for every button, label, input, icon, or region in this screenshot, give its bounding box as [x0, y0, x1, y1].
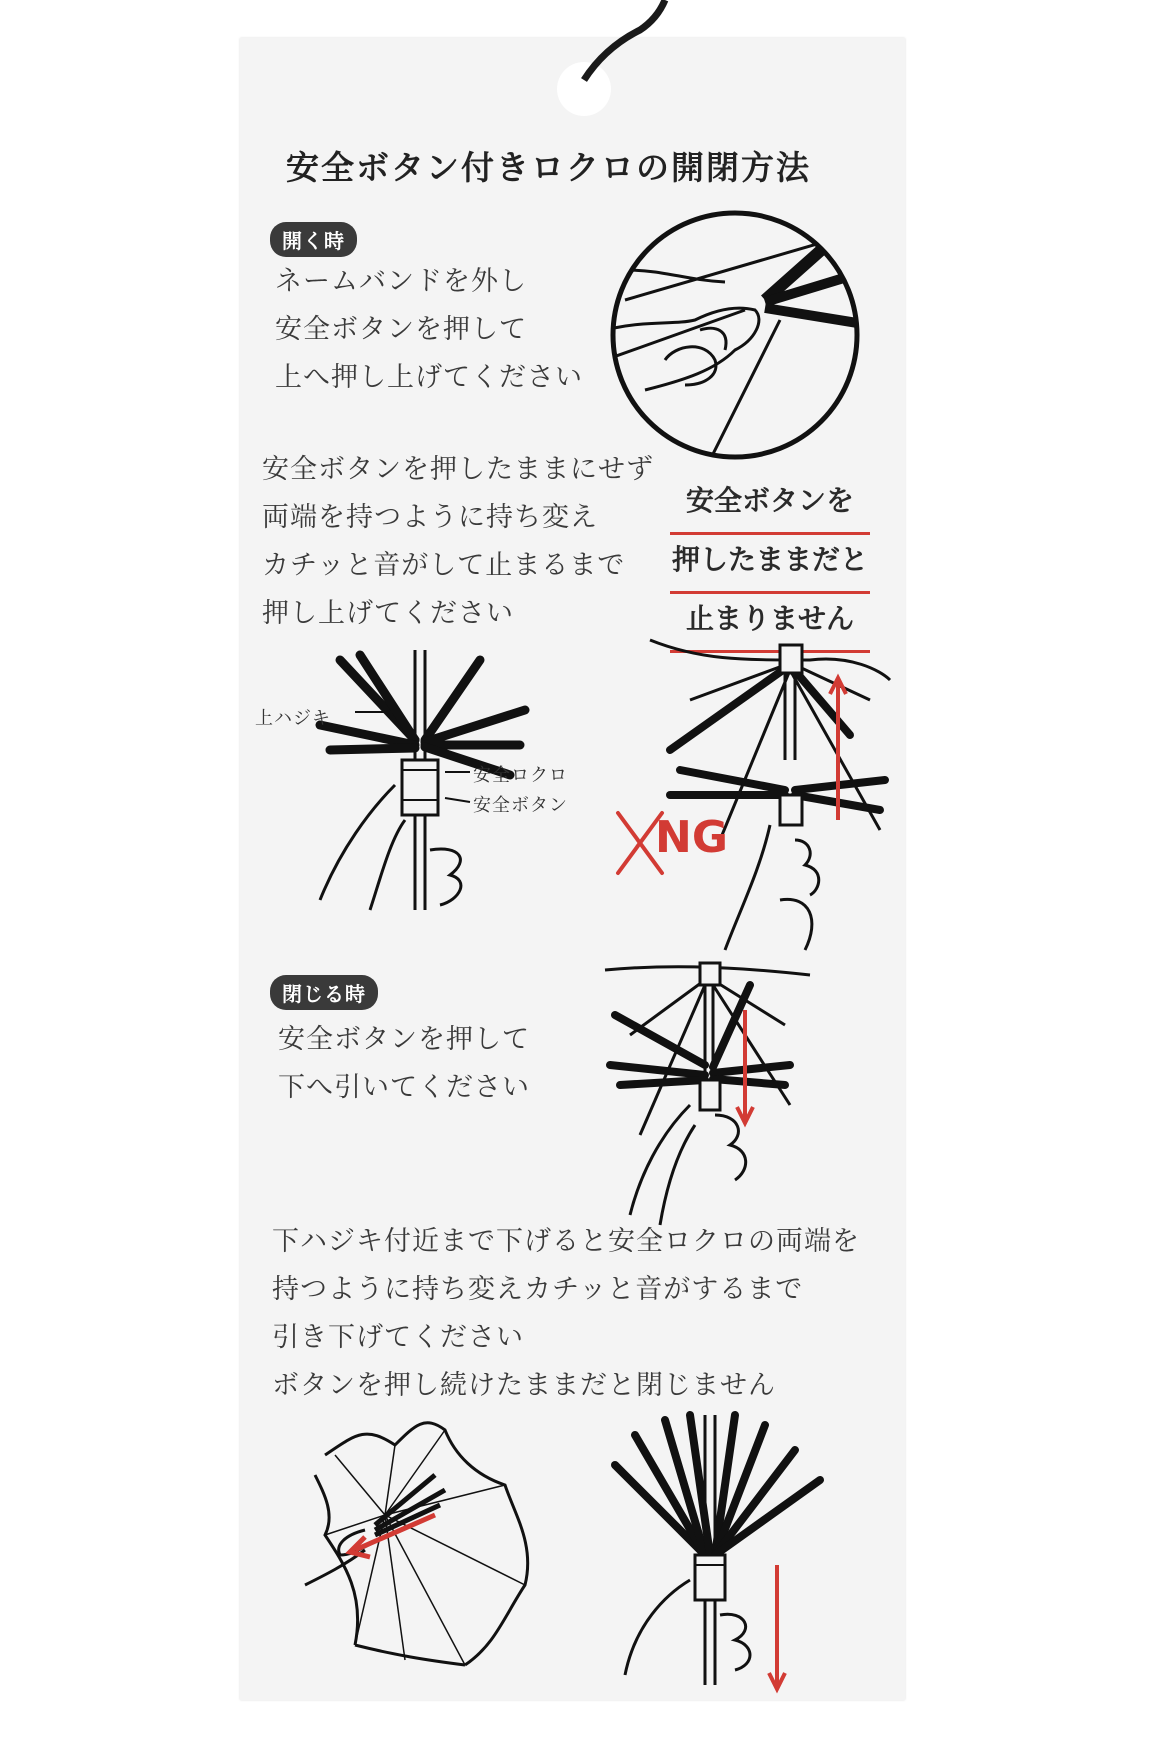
open-line: 上へ押し上げてください: [275, 362, 583, 393]
push-line: 押し上げてください: [262, 598, 514, 629]
close-detail-line: 引き下げてください: [272, 1322, 524, 1353]
closed-umbrella-illustration: [605, 1415, 835, 1695]
close-detail-line: 持つように持ち変えカチッと音がするまで: [272, 1274, 804, 1305]
open-badge: 開く時: [270, 222, 357, 257]
ng-label: NG: [655, 812, 728, 863]
open-instructions: [275, 258, 583, 402]
label-upper-spring: 上ハジキ: [255, 708, 331, 729]
close-instructions: [278, 1016, 530, 1112]
warning-line: 止まりません: [670, 596, 870, 653]
close-detail-line: ボタンを押し続けたままだと閉じません: [272, 1370, 776, 1401]
push-line: 両端を持つように持ち変え: [262, 502, 598, 533]
open-line: ネームバンドを外し: [275, 266, 527, 297]
warning-line: 安全ボタンを: [670, 478, 870, 535]
warning-line: 押したままだと: [670, 537, 870, 594]
close-line: 下へ引いてください: [278, 1072, 530, 1103]
close-line: 安全ボタンを押して: [278, 1024, 530, 1055]
warning-box: [670, 478, 870, 655]
label-safety-button: 安全ボタン: [473, 795, 568, 816]
close-detail-instructions: [272, 1218, 860, 1410]
push-line: カチッと音がして止まるまで: [262, 550, 626, 581]
open-hand-illustration: [605, 210, 875, 470]
push-instructions: [262, 446, 654, 638]
closing-umbrella-illustration: [305, 1415, 545, 1665]
open-line: 安全ボタンを押して: [275, 314, 527, 345]
close-illustration: [600, 955, 810, 1225]
ng-open-illustration: [610, 640, 900, 950]
push-line: 安全ボタンを押したままにせず: [262, 454, 654, 485]
page-title: 安全ボタン付きロクロの開閉方法: [286, 148, 811, 187]
label-safety-runner: 安全ロクロ: [473, 765, 568, 786]
close-detail-line: 下ハジキ付近まで下げると安全ロクロの両端を: [272, 1226, 860, 1257]
close-badge: 閉じる時: [270, 975, 378, 1010]
